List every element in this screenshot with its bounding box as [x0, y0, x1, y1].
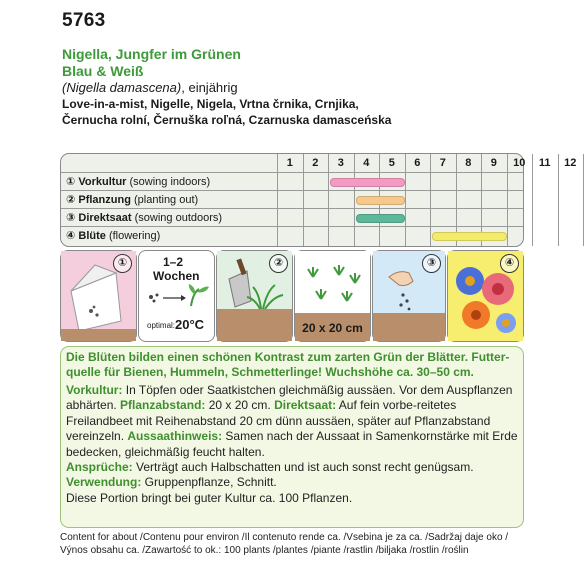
- month-header: 2: [312, 157, 319, 169]
- aussaathinweis-label: Aussaathinweis:: [127, 429, 223, 444]
- pictogram-row: [60, 250, 522, 340]
- month-header: 5: [388, 157, 395, 169]
- germination-unit: Wochen: [153, 269, 200, 283]
- latin-name-line: [62, 80, 238, 95]
- growing-instructions: [60, 346, 524, 528]
- direktsaat-text: Auf fein vorbe-reitetes Freilandbeet mit Reihenabstand 20 cm dünn aussäen, später auf Pflanzabstand vereinzeln.: [66, 398, 491, 444]
- article-number: 5763: [62, 10, 106, 31]
- spacing-label: 20 x 20 cm: [302, 321, 363, 335]
- step-badge-2: ②: [269, 254, 288, 273]
- latin-name: (Nigella damascena): [62, 80, 182, 95]
- vorkultur-label: Vorkultur:: [66, 383, 123, 397]
- calendar-grid: [277, 154, 583, 246]
- planting-out-pictogram: [216, 250, 293, 342]
- month-header: 7: [439, 157, 446, 169]
- calendar-period-bar: [330, 178, 405, 187]
- flowering-pictogram: [447, 250, 524, 342]
- calendar-row-label: ① Vorkultur (sowing indoors): [66, 176, 211, 188]
- content-note-line-1: Content for about /Contenu pour environ /Il contenuto rende ca. /Vsebina je za ca. /Sadržaj daje oko /: [60, 532, 509, 543]
- plant-spacing-pictogram: [294, 250, 371, 342]
- sowing-indoors-pictogram: [60, 250, 137, 342]
- month-header: 9: [490, 157, 497, 169]
- germination-weeks: 1–2: [163, 255, 184, 269]
- common-names-line-2: Černucha rolní, Černuška roľná, Czarnuska damasceńska: [62, 113, 392, 127]
- germination-pictogram: [138, 250, 215, 342]
- calendar-period-bar: [356, 214, 405, 223]
- month-header: 4: [363, 157, 370, 169]
- month-header: 1: [286, 157, 293, 169]
- calendar-period-bar: [432, 232, 507, 241]
- month-header: 12: [564, 157, 577, 169]
- ansprueche-label: Ansprüche:: [66, 460, 133, 475]
- calendar-row-label: ③ Direktsaat (sowing outdoors): [66, 212, 223, 224]
- step-badge-4: ④: [500, 254, 519, 273]
- verwendung-label: Verwendung:: [66, 475, 142, 490]
- month-header: 10: [513, 157, 526, 169]
- vorkultur-text: In Töpfen oder Saatkistchen gleichmäßig aussäen. Vor dem Auspflanzen abhärten.: [66, 383, 513, 413]
- ansprueche-text: Verträgt auch Halbschatten und ist auch sonst recht genügsam.: [132, 460, 474, 475]
- pflanzabstand-label: Pflanzabstand:: [120, 398, 206, 413]
- aussaathinweis-text: Samen nach der Aussaat in Samenkornstärke mit Erde bedecken, gleichmäßig feucht halten.: [66, 429, 518, 459]
- annual-note: , einjährig: [181, 80, 238, 95]
- month-header: 3: [337, 157, 344, 169]
- month-header: 11: [538, 157, 551, 169]
- sowing-calendar: [60, 153, 577, 247]
- pflanzabstand-text: 20 x 20 cm.: [205, 398, 275, 413]
- calendar-period-bar: [356, 196, 405, 205]
- direct-sowing-pictogram: [372, 250, 446, 342]
- product-variety: Blau & Weiß: [62, 63, 144, 79]
- calendar-row-label: ② Pflanzung (planting out): [66, 194, 199, 206]
- direktsaat-label: Direktsaat:: [274, 398, 337, 413]
- optimal-temperature: 20°C: [175, 317, 205, 332]
- description-intro: Die Blüten bilden einen schönen Kontrast zum zarten Grün der Blätter. Futter-quelle für Bienen, Hummeln, Schmetterlinge! Wuchshöhe ca. 30–50 cm.: [66, 350, 510, 379]
- optimal-label: optimal:: [147, 321, 176, 330]
- month-header: 8: [465, 157, 472, 169]
- instructions-body: [66, 383, 521, 506]
- common-names-line-1: Love-in-a-mist, Nigelle, Nigela, Vrtna črnika, Crnjika,: [62, 97, 359, 111]
- calendar-row-label: ④ Blüte (flowering): [66, 230, 161, 242]
- step-badge-1: ①: [113, 254, 132, 273]
- product-title: Nigella, Jungfer im Grünen: [62, 46, 241, 62]
- verwendung-text: Gruppenpflanze, Schnitt.: [141, 475, 277, 490]
- portion-text: Diese Portion bringt bei guter Kultur ca. 100 Pflanzen.: [66, 490, 353, 505]
- content-note-line-2: Výnos obsahu ca. /Zawartość to ok.: 100 plants /plantes /piante /rastlin /biljaka /rostlin /roślin: [60, 545, 469, 556]
- month-header: 6: [414, 157, 421, 169]
- step-badge-3: ③: [422, 254, 441, 273]
